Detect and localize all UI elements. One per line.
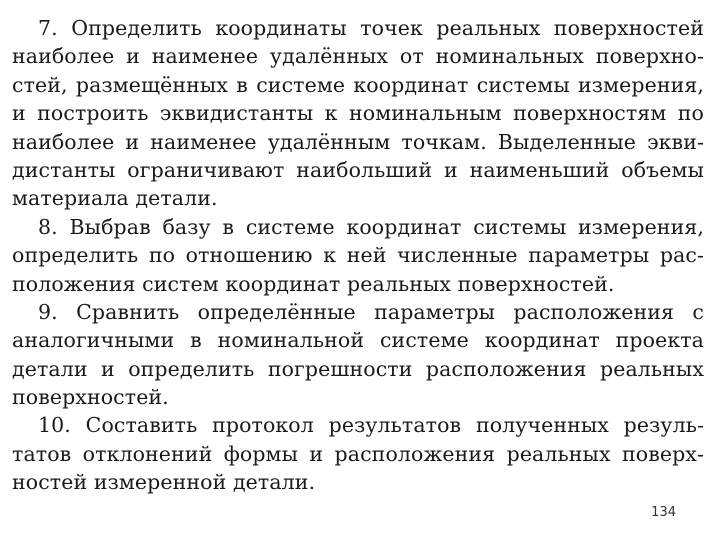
text-line: 7. Определить координаты точек реальных поверхностей: [38, 16, 704, 40]
text-line: 8. Выбрав базу в системе координат системы измерения,: [38, 214, 704, 239]
text-line: материала детали.: [12, 186, 218, 211]
text-line: татов отклонений формы и расположения реальных поверх-: [12, 441, 704, 466]
text-line: и построить эквидистанты к номинальным поверхностям по: [12, 101, 704, 126]
text-line: дистанты ограничивают наибольший и наименьший объемы: [12, 157, 704, 182]
text-line: наиболее и наименее удалённым точкам. Выделенные экви-: [12, 129, 704, 154]
text-line: положения систем координат реальных поверхностей.: [12, 271, 615, 296]
text-line: стей, размещённых в системе координат системы измерения,: [12, 72, 704, 97]
text-line: 9. Сравнить определённые параметры расположения с: [38, 299, 704, 324]
text-line: 10. Составить протокол результатов полученных резуль-: [38, 413, 704, 438]
text-line: поверхностей.: [12, 385, 169, 410]
page-number: 134: [651, 505, 676, 520]
text-line: определить по отношению к ней численные параметры рас-: [12, 243, 704, 268]
text-line: аналогичными в номинальной системе координат проекта: [12, 328, 704, 353]
body-text: [12, 14, 704, 497]
text-line: наиболее и наименее удалённых от номинальных поверхно-: [12, 44, 704, 69]
text-line: ностей измеренной детали.: [12, 470, 316, 495]
text-line: детали и определить погрешности расположения реальных: [12, 356, 704, 381]
